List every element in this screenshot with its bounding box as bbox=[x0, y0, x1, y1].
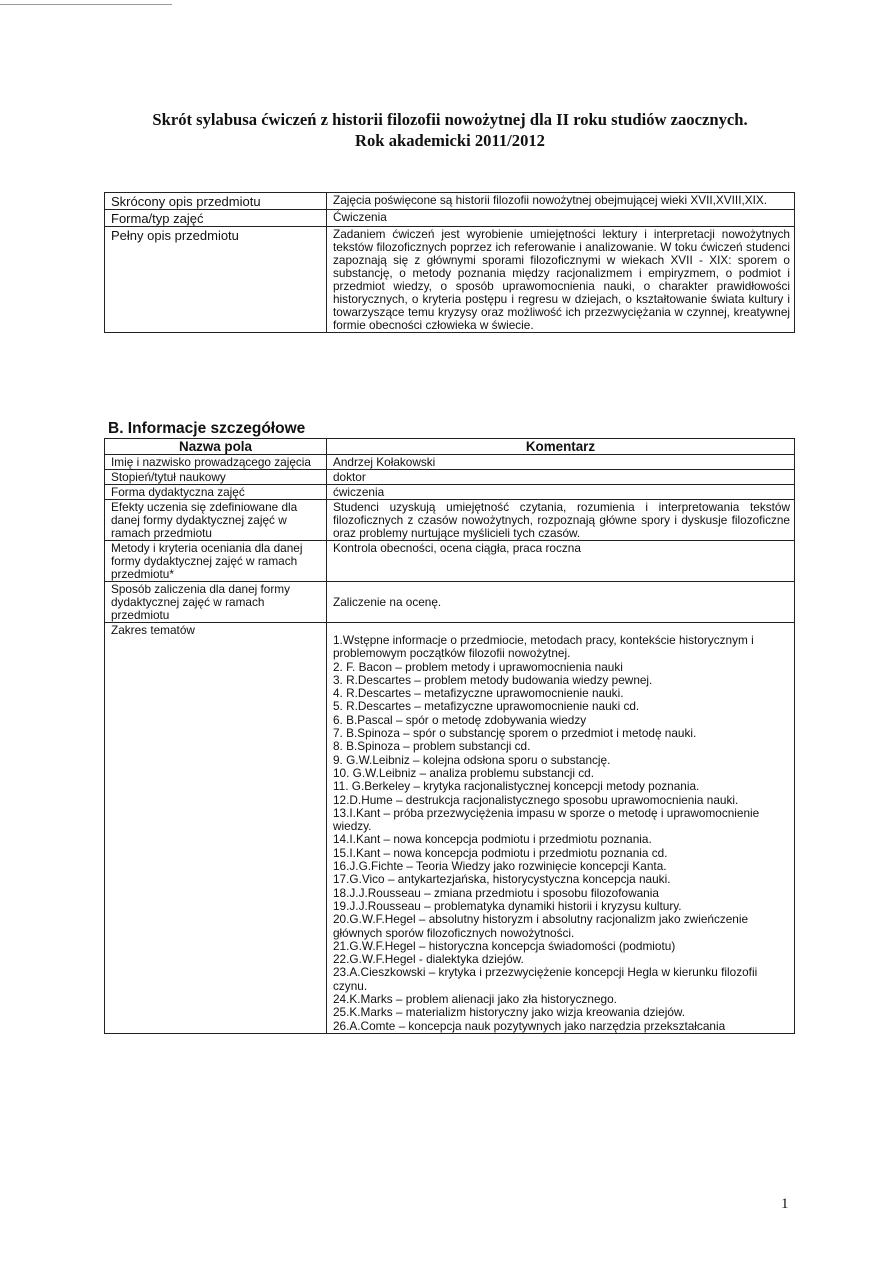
summary-table bbox=[104, 192, 795, 333]
summary-row-form bbox=[105, 210, 795, 227]
summary-row-short-description bbox=[105, 193, 795, 210]
didactic-form-label: Forma dydaktyczna zajęć bbox=[105, 485, 327, 500]
topic-item: 10. G.W.Leibniz – analiza problemu substancji cd. bbox=[333, 765, 594, 780]
topic-item: 25.K.Marks – materializm historyczny jako wizja kreowania dziejów. bbox=[333, 1005, 686, 1020]
document-title bbox=[60, 109, 840, 151]
topic-item: 19.J.J.Rousseau – problematyka dynamiki historii i kryzysu kultury. bbox=[333, 898, 682, 913]
learning-outcomes-value: Studenci uzyskują umiejętność czytania, rozumienia i interpretowania tekstów filozoficznych z czasów nowożytnych, rozpoznają główne spory i dyskusje filozoficzne oraz problemy nurtujące myślicieli tych czasów. bbox=[327, 500, 795, 541]
instructor-label: Imię i nazwisko prowadzącego zajęcia bbox=[105, 455, 327, 470]
topic-item: 4. R.Descartes – metafizyczne uprawomocnienie nauki. bbox=[333, 686, 624, 701]
topic-item: 17.G.Vico – antykartezjańska, historycystyczna koncepcja nauki. bbox=[333, 872, 671, 887]
title-line-2: Rok akademicki 2011/2012 bbox=[355, 131, 545, 150]
learning-outcomes-label: Efekty uczenia się zdefiniowane dla danej formy dydaktycznej zajęć w ramach przedmiotu bbox=[105, 500, 327, 541]
topic-item: 7. B.Spinoza – spór o substancję sporem o przedmiot i metodę nauki. bbox=[333, 726, 697, 741]
didactic-form-value: ćwiczenia bbox=[327, 485, 795, 500]
topics-value bbox=[327, 623, 795, 1034]
details-row-assessment-methods bbox=[105, 541, 795, 582]
short-description-value: Zajęcia poświęcone są historii filozofii nowożytnej obejmującej wieki XVII,XVIII,XIX. bbox=[327, 193, 795, 210]
passing-method-value: Zaliczenie na ocenę. bbox=[327, 582, 795, 623]
topic-item: 6. B.Pascal – spór o metodę zdobywania wiedzy bbox=[333, 712, 587, 727]
topic-item: 24.K.Marks – problem alienacji jako zła historycznego. bbox=[333, 992, 617, 1007]
topics-label: Zakres tematów bbox=[105, 623, 327, 1034]
form-label: Forma/typ zajęć bbox=[105, 210, 327, 227]
topic-item: 14.I.Kant – nowa koncepcja podmiotu i przedmiotu poznania. bbox=[333, 832, 652, 847]
details-row-learning-outcomes bbox=[105, 500, 795, 541]
full-description-label: Pełny opis przedmiotu bbox=[105, 227, 327, 333]
full-description-value: Zadaniem ćwiczeń jest wyrobienie umiejętności lektury i interpretacji nowożytnych tekstów filozoficznych poprzez ich referowanie i analizowanie. W toku ćwiczeń studenci zapoznają się z głównymi sporami filozoficznymi w wiekach XVII - XIX: sporem o substancję, o metody poznania między racjonalizmem i empiryzmem, o podmiot i przedmiot wiedzy, o sposób uprawomocnienia nauki, o charakter prawidłowości historycznych, o kryteria postępu i regresu w dziejach, o kształtowanie świata kultury i towarzyszące temu kryzysy oraz możliwość ich przezwyciężania w czynnej, kreatywnej formie obecności człowieka w świecie. bbox=[327, 227, 795, 333]
details-row-didactic-form bbox=[105, 485, 795, 500]
topic-item: 12.D.Hume – destrukcja racjonalistycznego sposobu uprawomocnienia nauki. bbox=[333, 792, 739, 807]
short-description-label: Skrócony opis przedmiotu bbox=[105, 193, 327, 210]
topic-item: 20.G.W.F.Hegel – absolutny historyzm i absolutny racjonalizm jako zwieńczenie głównych sporów filozoficznych nowożytności. bbox=[333, 912, 749, 940]
topic-item: 1.Wstępne informacje o przedmiocie, metodach pracy, kontekście historycznym i problemowym początków filozofii nowożytnej. bbox=[333, 633, 754, 661]
topic-item: 21.G.W.F.Hegel – historyczna koncepcja świadomości (podmiotu) bbox=[333, 938, 676, 953]
section-b-heading: B. Informacje szczegółowe bbox=[108, 420, 306, 437]
topic-item: 2. F. Bacon – problem metody i uprawomocnienia nauki bbox=[333, 659, 623, 674]
assessment-methods-value: Kontrola obecności, ocena ciągła, praca roczna bbox=[327, 541, 795, 582]
summary-row-full-description bbox=[105, 227, 795, 333]
topic-item: 3. R.Descartes – problem metody budowania wiedzy pewnej. bbox=[333, 672, 653, 687]
degree-value: doktor bbox=[327, 470, 795, 485]
topic-item: 8. B.Spinoza – problem substancji cd. bbox=[333, 739, 531, 754]
topic-item: 9. G.W.Leibniz – kolejna odsłona sporu o substancję. bbox=[333, 752, 611, 767]
details-table bbox=[104, 438, 795, 1034]
passing-method-label: Sposób zaliczenia dla danej formy dydaktycznej zajęć w ramach przedmiotu bbox=[105, 582, 327, 623]
topic-item: 5. R.Descartes – metafizyczne uprawomocnienie nauki cd. bbox=[333, 699, 640, 714]
topic-item: 23.A.Cieszkowski – krytyka i przezwyciężenie koncepcji Hegla w kierunku filozofii czynu. bbox=[333, 965, 758, 993]
topic-item: 11. G.Berkeley – krytyka racjonalistycznej koncepcji metody poznania. bbox=[333, 779, 700, 794]
details-row-passing-method bbox=[105, 582, 795, 623]
instructor-value: Andrzej Kołakowski bbox=[327, 455, 795, 470]
degree-label: Stopień/tytuł naukowy bbox=[105, 470, 327, 485]
topic-item: 26.A.Comte – koncepcja nauk pozytywnych jako narzędzia przekształcania bbox=[333, 1018, 726, 1033]
column-header-field: Nazwa pola bbox=[105, 439, 327, 455]
details-row-instructor bbox=[105, 455, 795, 470]
page-number: 1 bbox=[781, 1196, 789, 1212]
topic-list bbox=[333, 634, 790, 1033]
details-row-topics bbox=[105, 623, 795, 1034]
form-value: Ćwiczenia bbox=[327, 210, 795, 227]
assessment-methods-label: Metody i kryteria oceniania dla danej formy dydaktycznej zajęć w ramach przedmiotu* bbox=[105, 541, 327, 582]
topic-item: 16.J.G.Fichte – Teoria Wiedzy jako rozwinięcie koncepcji Kanta. bbox=[333, 859, 667, 874]
topic-item: 18.J.J.Rousseau – zmiana przedmiotu i sposobu filozofowania bbox=[333, 885, 659, 900]
details-row-degree bbox=[105, 470, 795, 485]
topic-item: 13.I.Kant – próba przezwyciężenia impasu w sporze o metodę i uprawomocnienie wiedzy. bbox=[333, 805, 760, 834]
details-header-row bbox=[105, 439, 795, 455]
title-line-1: Skrót sylabusa ćwiczeń z historii filozofii nowożytnej dla II roku studiów zaocznych. bbox=[152, 110, 748, 129]
topic-item: 22.G.W.F.Hegel - dialektyka dziejów. bbox=[333, 952, 524, 967]
topic-item: 15.I.Kant – nowa koncepcja podmiotu i przedmiotu poznania cd. bbox=[333, 845, 668, 860]
scan-edge-line bbox=[0, 4, 172, 5]
column-header-comment: Komentarz bbox=[327, 439, 795, 455]
